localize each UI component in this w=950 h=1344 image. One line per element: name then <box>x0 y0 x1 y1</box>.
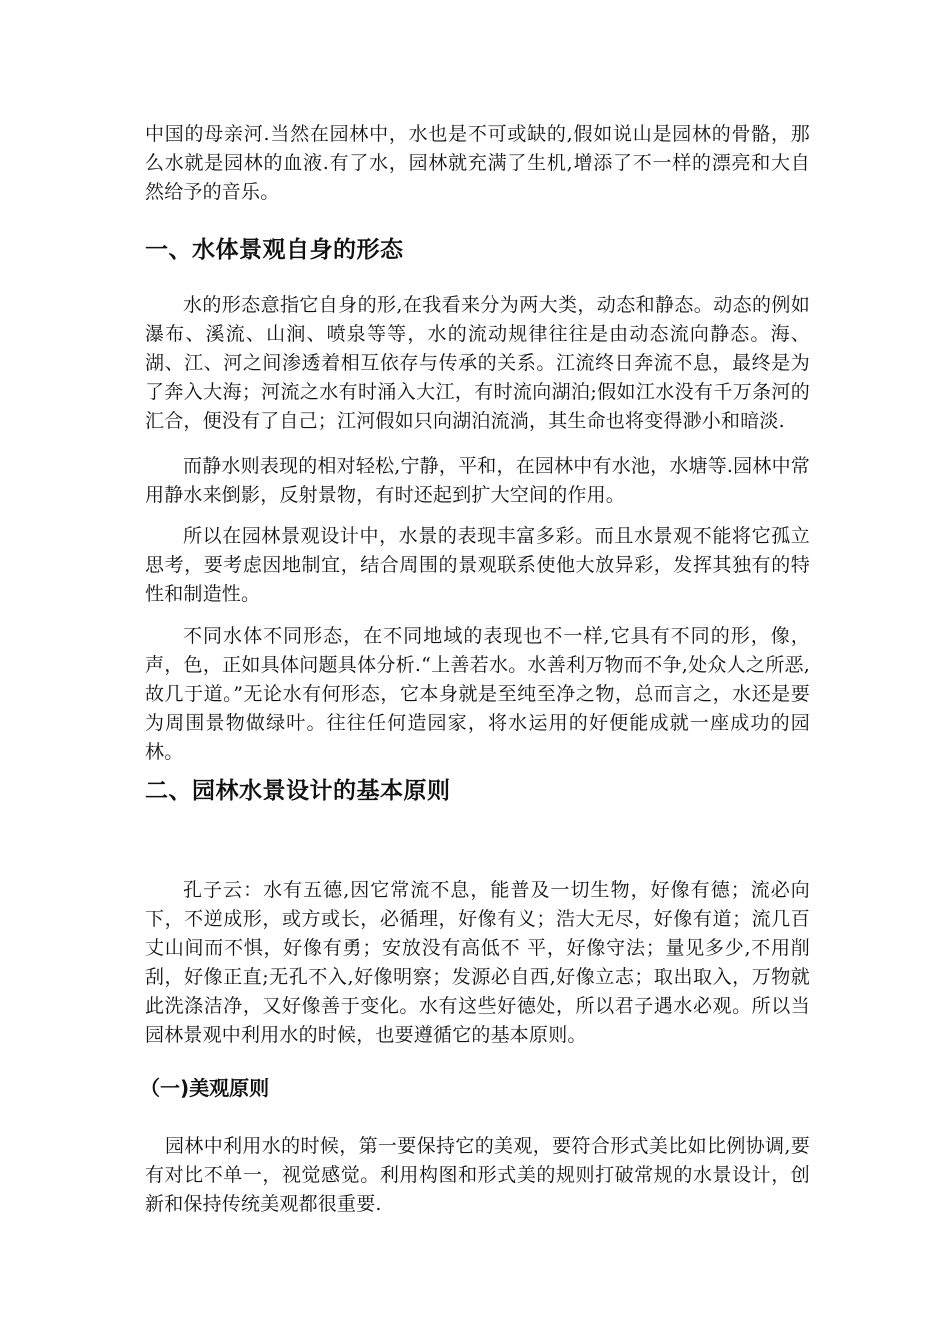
subsection1-para-block <box>145 1132 810 1219</box>
section2-heading: 二、园林水景设计的基本原则 <box>145 778 451 804</box>
section1-paragraph-1: 水的形态意指它自身的形,在我看来分为两大类，动态和静态。动态的例如瀑布、溪流、山涧、喷泉等等，水的流动规律往往是由动态流向静态。海、湖、江、河之间渗透着相互依存与传承的关系。江流终日奔流不息，最终是为了奔入大海；河流之水有时涌入大江，有时流向湖泊;假如江水没有千万条河的汇合，便没有了自己；江河假如只向湖泊流淌，其生命也将变得渺小和暗淡. <box>145 294 810 432</box>
subsection1-paragraph: 园林中利用水的时候，第一要保持它的美观，要符合形式美比如比例协调,要有对比不单一，视觉感觉。利用构图和形式美的规则打破常规的水景设计，创新和保持传统美观都很重要. <box>145 1135 810 1215</box>
section2-paragraph: 孔子云：水有五德,因它常流不息，能普及一切生物，好像有德；流必向下，不逆成形，或方或长，必循理，好像有义；浩大无尽，好像有道；流几百丈山间而不惧，好像有勇；安放没有高低不 平，好像守法；量见多少,不用削刮，好像正直;无孔不入,好像明察；发源必自西,好像立志；取出取入，万物就此洗涤洁净，又好像善于变化。水有这些好德处，所以君子遇水必观。所以当园林景观中利用水的时候，也要遵循它的基本原则。 <box>145 879 810 1046</box>
section1-heading: 一、水体景观自身的形态 <box>145 237 404 263</box>
section1-para3-block <box>145 522 810 609</box>
section1-para2-block <box>145 452 810 510</box>
intro-block <box>145 120 810 207</box>
intro-paragraph: 中国的母亲河.当然在园林中，水也是不可或缺的,假如说山是园林的骨骼，那么水就是园林的血液.有了水，园林就充满了生机,增添了不一样的漂亮和大自然给予的音乐。 <box>145 123 810 203</box>
section1-heading-block <box>145 235 810 265</box>
section1-para1-block <box>145 291 810 436</box>
section2-heading-block <box>145 776 810 806</box>
section2-para-block <box>145 876 810 1050</box>
subsection1-heading: （一)美观原则 <box>140 1076 270 1100</box>
section1-para4-block <box>145 622 810 767</box>
section1-paragraph-4: 不同水体不同形态，在不同地域的表现也不一样,它具有不同的形，像，声，色，正如具体问题具体分析.“上善若水。水善利万物而不争,处众人之所恶,故几于道。”无论水有何形态，它本身就是至纯至净之物，总而言之，水还是要为周围景物做绿叶。往往任何造园家，将水运用的好便能成就一座成功的园林。 <box>145 625 810 763</box>
section1-paragraph-3: 所以在园林景观设计中，水景的表现丰富多彩。而且水景观不能将它孤立思考，要考虑因地制宜，结合周围的景观联系使他大放异彩，发挥其独有的特性和制造性。 <box>145 525 810 605</box>
section1-paragraph-2: 而静水则表现的相对轻松,宁静，平和，在园林中有水池，水塘等.园林中常用静水来倒影，反射景物，有时还起到扩大空间的作用。 <box>145 455 810 506</box>
subsection1-heading-block <box>140 1074 805 1102</box>
